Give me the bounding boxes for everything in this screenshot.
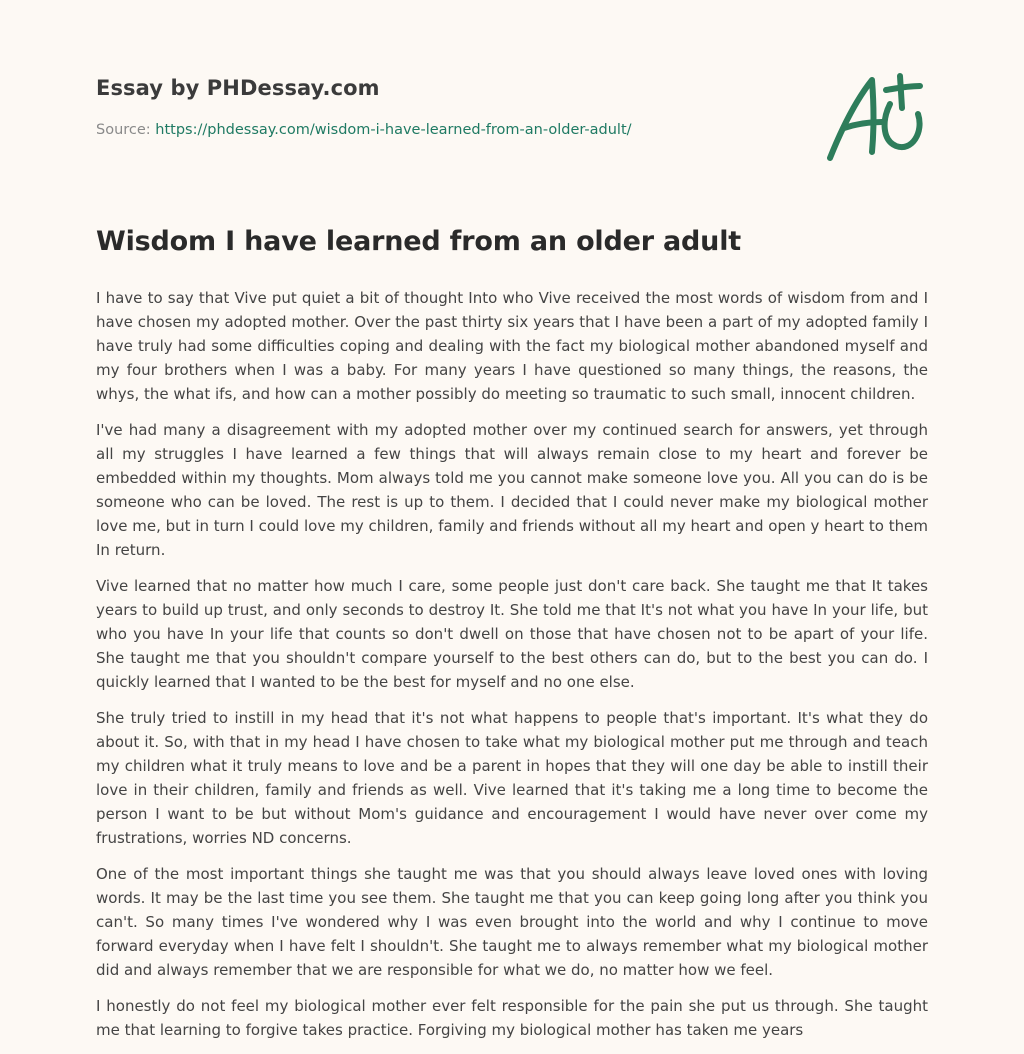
paragraph: She truly tried to instill in my head that it's not what happens to people that's important. It's what they do about it. So, with that in my head I have chosen to take what my biological mother put me through and teach my children what it truly means to love and be a parent in hopes that they will one day be able to instill their love in their children, family and friends as well. Vive learned that it's taking me a long time to become the person I want to be but without Mom's guidance and encouragement I would have never over come my frustrations, worries ND concerns. [96,709,928,847]
essay-title: Wisdom I have learned from an older adult [96,226,741,257]
source-link[interactable]: https://phdessay.com/wisdom-i-have-learned-from-an-older-adult/ [155,122,632,138]
paragraph: I've had many a disagreement with my adopted mother over my continued search for answers, yet through all my struggles I have learned a few things that will always remain close to my heart and forever be embedded within my thoughts. Mom always told me you cannot make someone love you. All you can do is be someone who can be loved. The rest is up to them. I decided that I could never make my biological mother love me, but in turn I could love my children, family and friends without all my heart and open y heart to them In return. [96,421,928,559]
source-line [96,122,796,138]
paragraph: I have to say that Vive put quiet a bit of thought Into who Vive received the most words of wisdom from and I have chosen my adopted mother. Over the past thirty six years that I have been a part of my adopted family I have truly had some difficulties coping and dealing with the fact my biological mother abandoned myself and my four brothers when I was a baby. For many years I have questioned so many things, the reasons, the whys, the what ifs, and how can a mother possibly do meeting so traumatic to such small, innocent children. [96,289,928,403]
essay-body [96,286,928,1054]
paragraph: Vive learned that no matter how much I care, some people just don't care back. She taught me that It takes years to build up trust, and only seconds to destroy It. She told me that It's not what you have In your life, but who you have In your life that counts so don't dwell on those that have chosen not to be apart of your life. She taught me that you shouldn't compare yourself to the best others can do, but to the best you can do. I quickly learned that I wanted to be the best for myself and no one else. [96,577,928,691]
page-header [96,76,796,138]
site-title: Essay by PHDessay.com [96,76,380,100]
paragraph: I honestly do not feel my biological mother ever felt responsible for the pain she put us through. She taught me that learning to forgive takes practice. Forgiving my biological mother has taken me years [96,997,928,1039]
source-label: Source: [96,122,156,138]
a-plus-grade-icon [820,66,930,166]
paragraph: One of the most important things she taught me was that you should always leave loved ones with loving words. It may be the last time you see them. She taught me that you can keep going long after you think you can't. So many times I've wondered why I was even brought into the world and why I continue to move forward everyday when I have felt I shouldn't. She taught me to always remember what my biological mother did and always remember that we are responsible for what we do, no matter how we feel. [96,865,928,979]
